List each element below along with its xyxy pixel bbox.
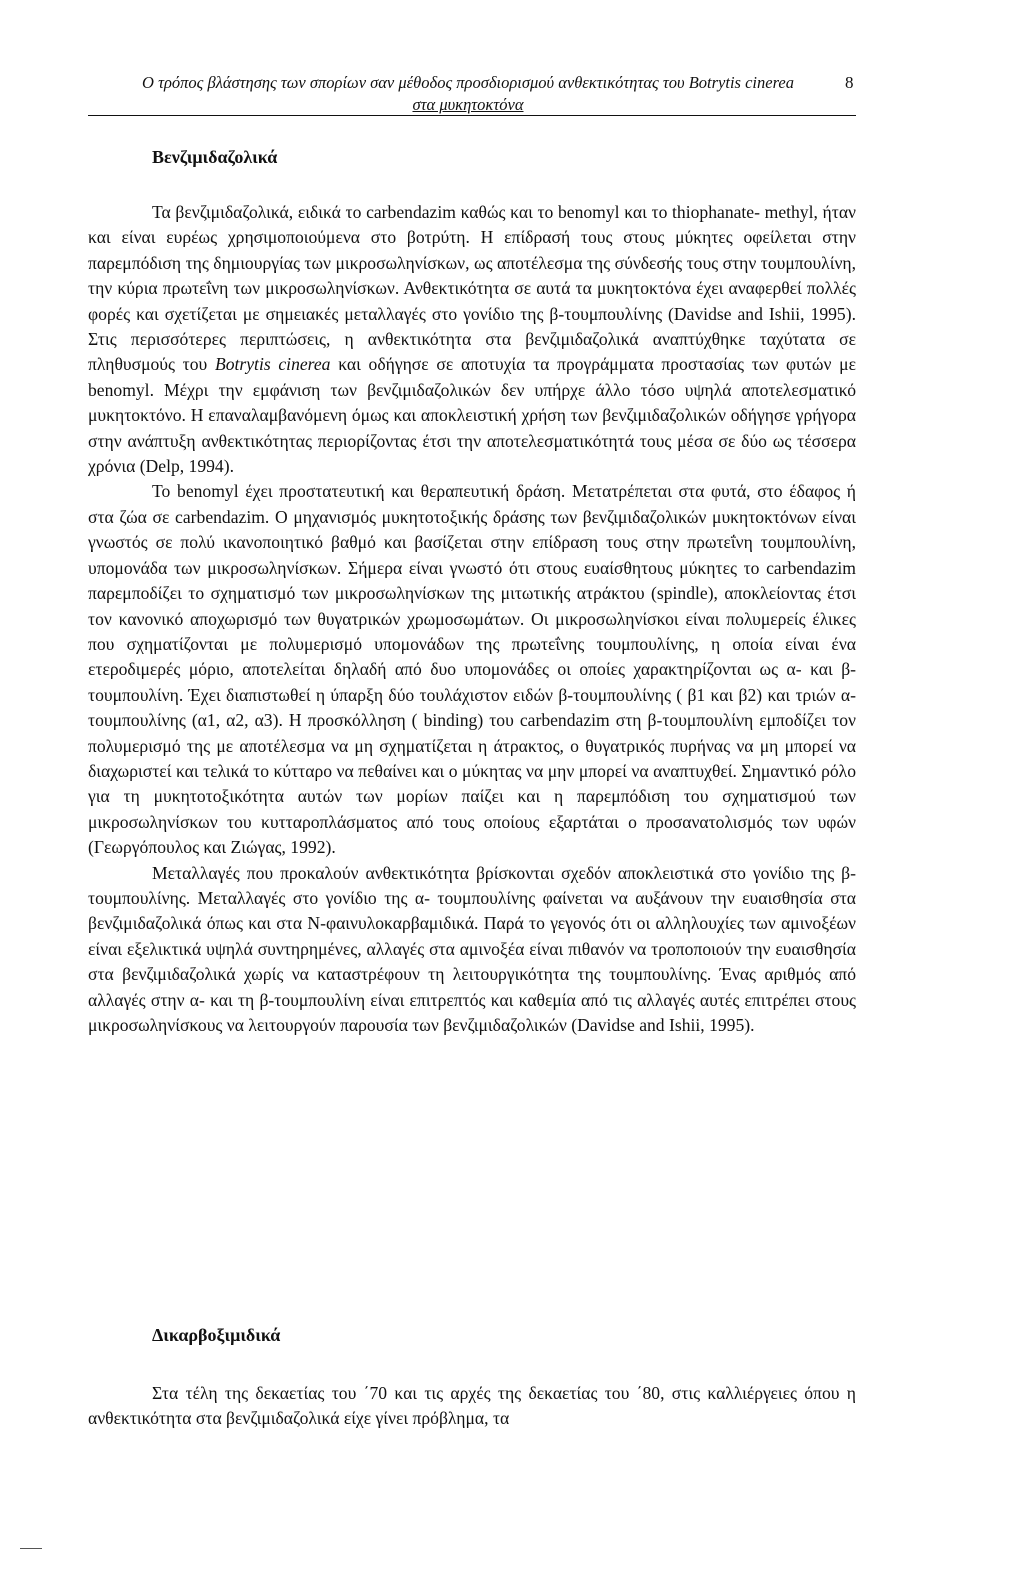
running-header xyxy=(88,72,848,116)
paragraph-text: και οδήγησε σε αποτυχία τα προγράμματα προστασίας των φυτών με benomyl. Μέχρι την εμφάνιση των βενζιμιδαζολικών δεν υπήρχε άλλο τόσο υψηλά αποτελεσματικό μυκητοκτόνο. Η επαναλαμβανόμενη όμως και αποκλειστική χρήση των βενζιμιδαζολικών οδήγησε γρήγορα στην ανάπτυξη ανθεκτικότητας περιορίζοντας έτσι την αποτελεσματικότητά τους μέσα σε δύο ως τέσσερα χρόνια (Delp, 1994). xyxy=(88,354,856,477)
section-body-benzimidazoles xyxy=(88,200,856,1038)
margin-mark xyxy=(20,1548,42,1549)
species-name: Botrytis cinerea xyxy=(214,354,331,375)
section-heading-benzimidazoles: Βενζιμιδαζολικά xyxy=(152,147,278,167)
section-body-dicarboximides xyxy=(88,1381,856,1432)
paragraph: Στα τέλη της δεκαετίας του ΄70 και τις αρχές της δεκαετίας του ΄80, στις καλλιέργειες όπου η ανθεκτικότητα στα βενζιμιδαζολικά είχε γίνει πρόβλημα, τα xyxy=(88,1383,856,1429)
paragraph-text: Τα βενζιμιδαζολικά, ειδικά το carbendazim καθώς και το benomyl και το thiophanate- methyl, ήταν και είναι ευρέως χρησιμοποιούμενα στο βοτρύτη. Η επίδρασή τους στους μύκητες οφείλεται στην παρεμπόδιση της δημιουργίας των μικροσωληνίσκων, ως αποτέλεσμα της σύνδεσής τους στην τουμπουλίνη, την κύρια πρωτεΐνη των μικροσωληνίσκων. Ανθεκτικότητα σε αυτά τα μυκητοκτόνα έχει αναφερθεί πολλές φορές και σχετίζεται με σημειακές μεταλλαγές στο γονίδιο της β-τουμπουλίνης (Davidse and Ishii, 1995). Στις περισσότερες περιπτώσεις, η ανθεκτικότητα στα βενζιμιδαζολικά αναπτύχθηκε ταχύτατα σε πληθυσμούς του xyxy=(88,202,856,375)
section-heading-dicarboximides: Δικαρβοξιμιδικά xyxy=(152,1325,281,1345)
paragraph: Μεταλλαγές που προκαλούν ανθεκτικότητα βρίσκονται σχεδόν αποκλειστικά στο γονίδιο της β- τουμπουλίνης. Μεταλλαγές στο γονίδιο της α- τουμπουλίνης φαίνεται να αυξάνουν την ευαισθησία στα βενζιμιδαζολικά όπως και στα N-φαινυλοκαρβαμιδικά. Παρά το γεγονός ότι οι αλληλουχίες των αμινοξέων είναι εξελικτικά υψηλά συντηρημένες, αλλαγές στα αμινοξέα είναι πιθανόν να τροποποιούν την ευαισθησία στα βενζιμιδαζολικά χωρίς να καταστρέφουν τη λειτουργικότητα της τουμπουλίνης. Ένας αριθμός από αλλαγές στην α- και τη β-τουμπουλίνη είναι επιτρεπτός και καθεμία από τις αλλαγές αυτές επιτρέπει στους μικροσωληνίσκους να λειτουργούν παρουσία των βενζιμιδαζολικών (Davidse and Ishii, 1995). xyxy=(88,862,856,1035)
paragraph: Το benomyl έχει προστατευτική και θεραπευτική δράση. Μετατρέπεται στα φυτά, στο έδαφος ή στα ζώα σε carbendazim. Ο μηχανισμός μυκητοτοξικής δράσης των βενζιμιδαζολικών μυκητοκτόνων είναι γνωστός σε πολύ ικανοποιητικό βαθμό και βασίζεται στην επίδραση τους στην πρωτεΐνη τουμπουλίνη, υπομονάδα των μικροσωληνίσκων. Σήμερα είναι γνωστό ότι στους ευαίσθητους μύκητες το carbendazim παρεμποδίζει το σχηματισμό των μικροσωληνίσκων της μιτωτικής ατράκτου (spindle), αποκλείοντας έτσι τον κανονικό αποχωρισμό των θυγατρικών χρωμοσωμάτων. Οι μικροσωληνίσκοι είναι πολυμερείς έλικες που σχηματίζονται με πολυμερισμό υπομονάδων της πρωτεΐνης τουμπουλίνης, η οποία είναι ένα ετεροδιμερές μόριο, αποτελείται δηλαδή από δυο υπομονάδες οι οποίες χαρακτηρίζονται ως α- και β- τουμπουλίνη. Έχει διαπιστωθεί η ύπαρξη δύο τουλάχιστον ειδών β-τουμπουλίνης ( β1 και β2) και τριών α-τουμπουλίνης (α1, α2, α3). Η προσκόλληση ( binding) του carbendazim στη β-τουμπουλίνη εμποδίζει τον πολυμερισμό της με αποτέλεσμα να μη σχηματίζεται η άτρακτος, ο θυγατρικός πυρήνας να μη μπορεί να διαχωριστεί και τελικά το κύτταρο να πεθαίνει και ο μύκητας να μην μπορεί να αναπτυχθεί. Σημαντικό ρόλο για τη μυκητοτοξικότητα αυτών των μορίων παίζει και η παρεμπόδιση του σχηματισμού των μικροσωληνίσκων του κυτταροπλάσματος από τους οποίους εξαρτάται ο προσανατολισμός των υφών (Γεωργόπουλος και Ζιώγας, 1992). xyxy=(88,481,856,858)
header-divider xyxy=(88,115,856,116)
page-number: 8 xyxy=(845,73,854,92)
running-header-title: Ο τρόπος βλάστησης των σπορίων σαν μέθοδος προσδιορισμού ανθεκτικότητας του Botrytis cinerea xyxy=(142,73,794,92)
paragraph xyxy=(88,200,856,479)
running-header-subtitle: στα μυκητοκτόνα xyxy=(412,95,524,114)
